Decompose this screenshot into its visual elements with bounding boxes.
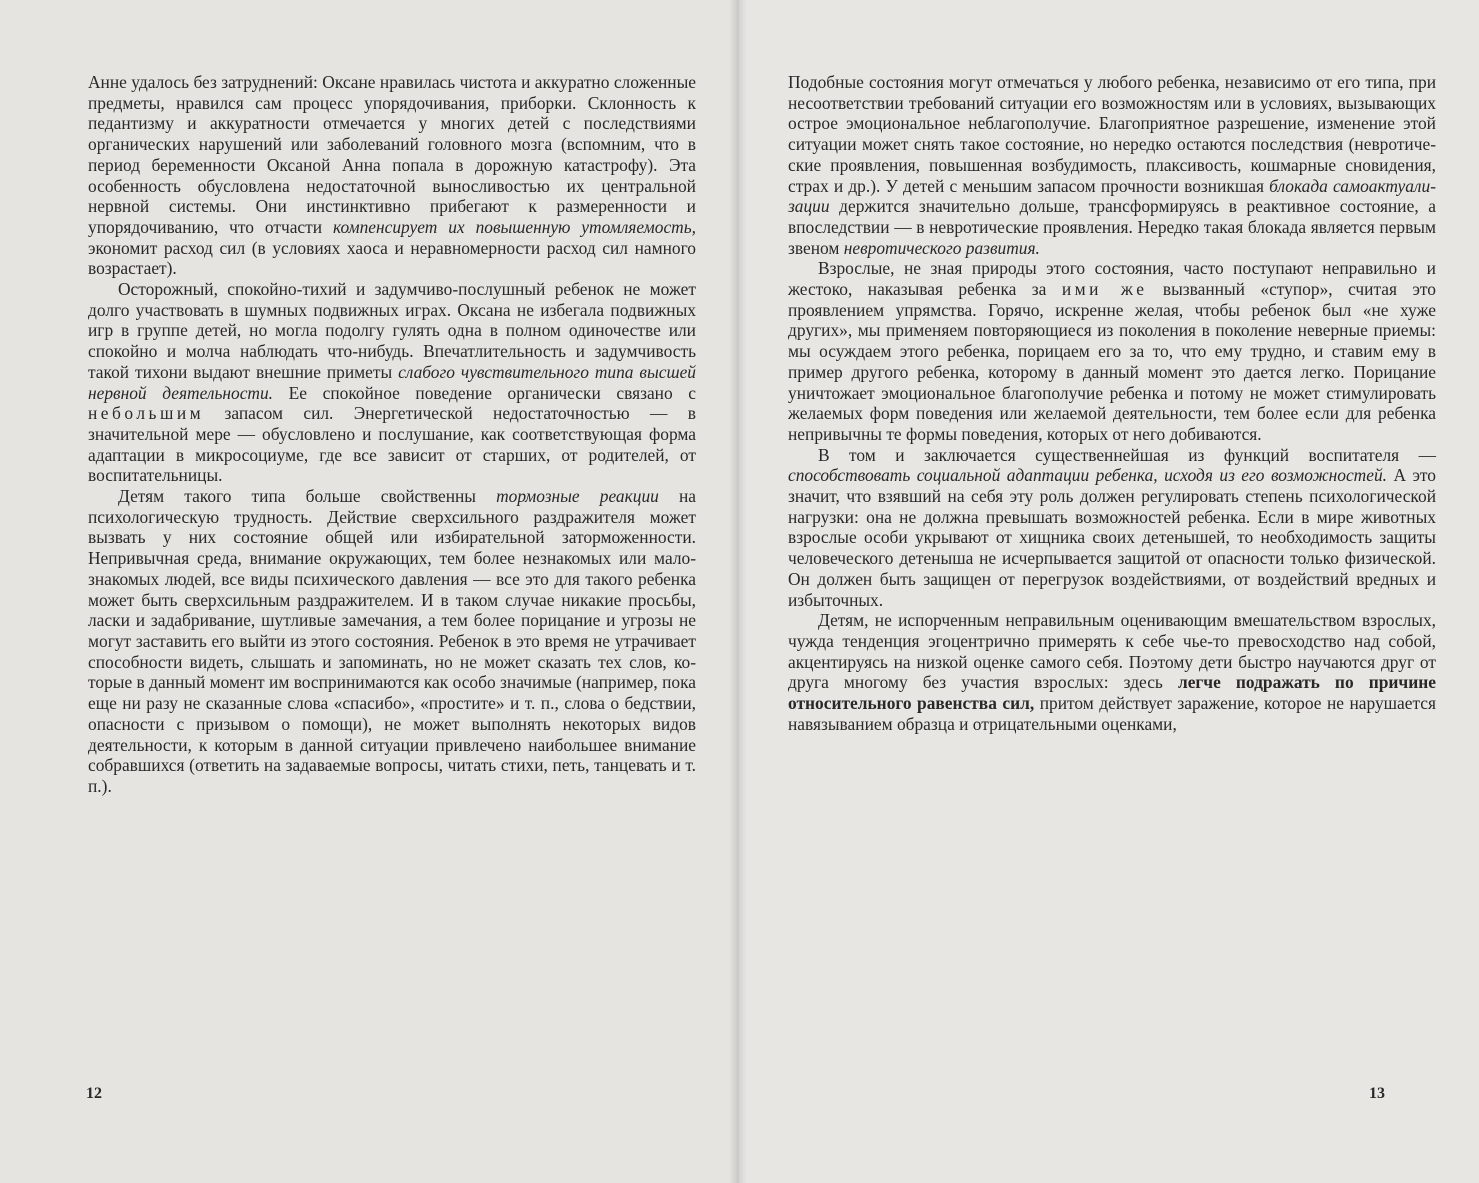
right-page xyxy=(738,0,1479,1183)
spaced-run: ими же xyxy=(1061,279,1148,300)
italic-run: невротического развития. xyxy=(843,237,1040,258)
text-run: Детям, не испорченным неправильным оценивающим вмешательством взрослых, чужда тенденция эгоцентрично примерять к себе чье-то превосходство над собой, акцентируясь на низкой оценке самого себя. Поэтому дети быстро научаются друг от друга многому без участия взрослых: здесь xyxy=(788,610,1436,693)
italic-run: блокада самоактуализации xyxy=(788,175,1436,217)
text-run: притом действует заражение, которое не нарушается навязыванием образца и отрицательными оценками, xyxy=(788,693,1437,734)
italic-run: способствовать социальной адаптации ребенка, исходя из его возможностей. xyxy=(788,465,1387,486)
paragraph xyxy=(88,72,696,279)
text-run: Осторожный, спокойно-тихий и задумчиво-послушный ребенок не может долго участвовать в шумных подвижных играх. Оксана не избегала подвижных игр в группе детей, но могла подолгу гулять одна в полном одиночестве или спокойно и молча наблюдать что-нибудь. Впечатлительность и задумчивость такой тихони выдают внешние приметы xyxy=(88,279,696,382)
italic-run: компенсирует их повышенную утомляемость, xyxy=(332,216,697,237)
italic-run: слабого чувствительного типа высшей нервной деятельности. xyxy=(88,361,696,403)
book-gutter xyxy=(729,0,747,1183)
spaced-run: небольшим xyxy=(88,403,205,424)
text-run: экономит расход сил (в условиях хаоса и неравномерности расход сил намного возрастает). xyxy=(88,237,696,279)
italic-run: тормозные реакции xyxy=(496,486,659,507)
right-page-text xyxy=(788,72,1436,735)
text-run: Ее спокойное поведение органически связано с xyxy=(273,382,696,403)
paragraph xyxy=(88,279,696,486)
paragraph xyxy=(788,258,1436,444)
text-run: Детям такого типа больше свойственны xyxy=(118,486,497,507)
paragraph xyxy=(88,486,696,797)
paragraph xyxy=(788,445,1436,611)
bold-run: легче подражать по причине относительного равенства сил, xyxy=(788,672,1436,714)
text-run: держится значительно дольше, трансформируясь в реактивное состояние, а впоследствии — в невротические проявления. Нередко такая блокада является первым звеном xyxy=(788,196,1436,258)
text-run: на психологическую трудность. Действие сверхсильного раздражителя может вызвать у них состояние общей или избирательной заторможенности. Непривычная среда, внимание окружающих, тем более незнакомых или малознакомых людей, все виды психического давления — все это для такого ребенка может быть сверхсильным раздражителем. И в таком случае никакие просьбы, ласки и задабривание, шутливые замечания, а тем более порицание и угрозы не могут заставить его выйти из этого состояния. Ребенок в это время не утрачивает способности видеть, слышать и запоминать, но не может сказать тех слов, которые в данный момент им воспринимаются как особо значимые (например, пока еще ни разу не сказанные слова «спасибо», «простите» и т. п., слова о бедствии, опасности с призывом о помощи), не может выполнять некоторых видов деятельности, к которым в данной ситуации привлечено наибольшее внимание собравшихся (ответить на задаваемые вопросы, читать стихи, петь, танцевать и т. п.). xyxy=(88,486,696,796)
left-page-text xyxy=(88,72,696,797)
text-run: Взрослые, не зная природы этого состояния, часто поступают неправильно и жестоко, наказывая ребенка за xyxy=(788,258,1436,300)
text-run: Анне удалось без затруднений: Оксане нравилась чистота и аккуратно сложенные предметы, нравился сам процесс упорядочивания, приборки. Склонность к педантизму и аккуратности отмечается у многих детей с последствиями органических нарушений или заболеваний головного мозга (вспомним, что в период беременности Оксаной Анна попала в дорожную катастрофу). Эта особенность обусловлена недостаточной выносливостью их центральной нервной системы. Они инстинктивно прибегают к размеренности и упорядочиванию, что отчасти xyxy=(88,72,696,237)
text-run: запасом сил. Энергетической недостаточностью — в значительной мере — обусловлено и послушание, как соответствующая форма адаптации в микросоциуме, где все зависит от старших, от родителей, от воспитательницы. xyxy=(88,403,696,486)
text-run: вызванный «ступор», считая это проявлением упрямства. Горячо, искренне желая, чтобы ребенок был «не хуже других», мы применяем повторяющиеся из поколения в поколение неверные приемы: мы осуждаем этого ребенка, порицаем его за то, что ему трудно, и ставим ему в пример другого ребенка, которому в данный момент это дается легко. Порицание уничтожает эмоциональное благополучие ребенка и потому не может стимулировать желаемых форм поведения или желаемой деятельности, тем более если для ребенка непривычны те формы поведения, которых от него добиваются. xyxy=(788,279,1436,444)
text-run: Подобные состояния могут отмечаться у любого ребенка, независимо от его типа, при несоответствии требований ситуации его возможностям или в условиях, вызывающих острое эмоциональное неблагополучие. Благоприятное разрешение, изменение этой ситуации может снять такое состояние, но нередко остаются последствия (невротические проявления, повышенная возбудимость, плаксивость, кошмарные сновидения, страх и др.). У детей с меньшим запасом прочности возникшая xyxy=(788,72,1436,196)
paragraph xyxy=(788,610,1436,734)
left-page xyxy=(0,0,738,1183)
page-number: 13 xyxy=(1369,1085,1385,1102)
text-run: А это значит, что взявший на себя эту роль должен регулировать степень психологической нагрузки: она не должна превышать возможностей ребенка. Если в мире животных взрослые особи укрывают от хищника своих детенышей, то необходимость защиты человеческого детеныша не исчерпывается защитой от опасности только физической. Он должен быть защищен от перегрузок воздействиями, от воздействий вредных и избыточных. xyxy=(788,465,1436,610)
page-number: 12 xyxy=(86,1085,102,1102)
text-run: В том и заключается существеннейшая из функций воспитателя — xyxy=(818,444,1436,465)
paragraph xyxy=(788,72,1436,258)
